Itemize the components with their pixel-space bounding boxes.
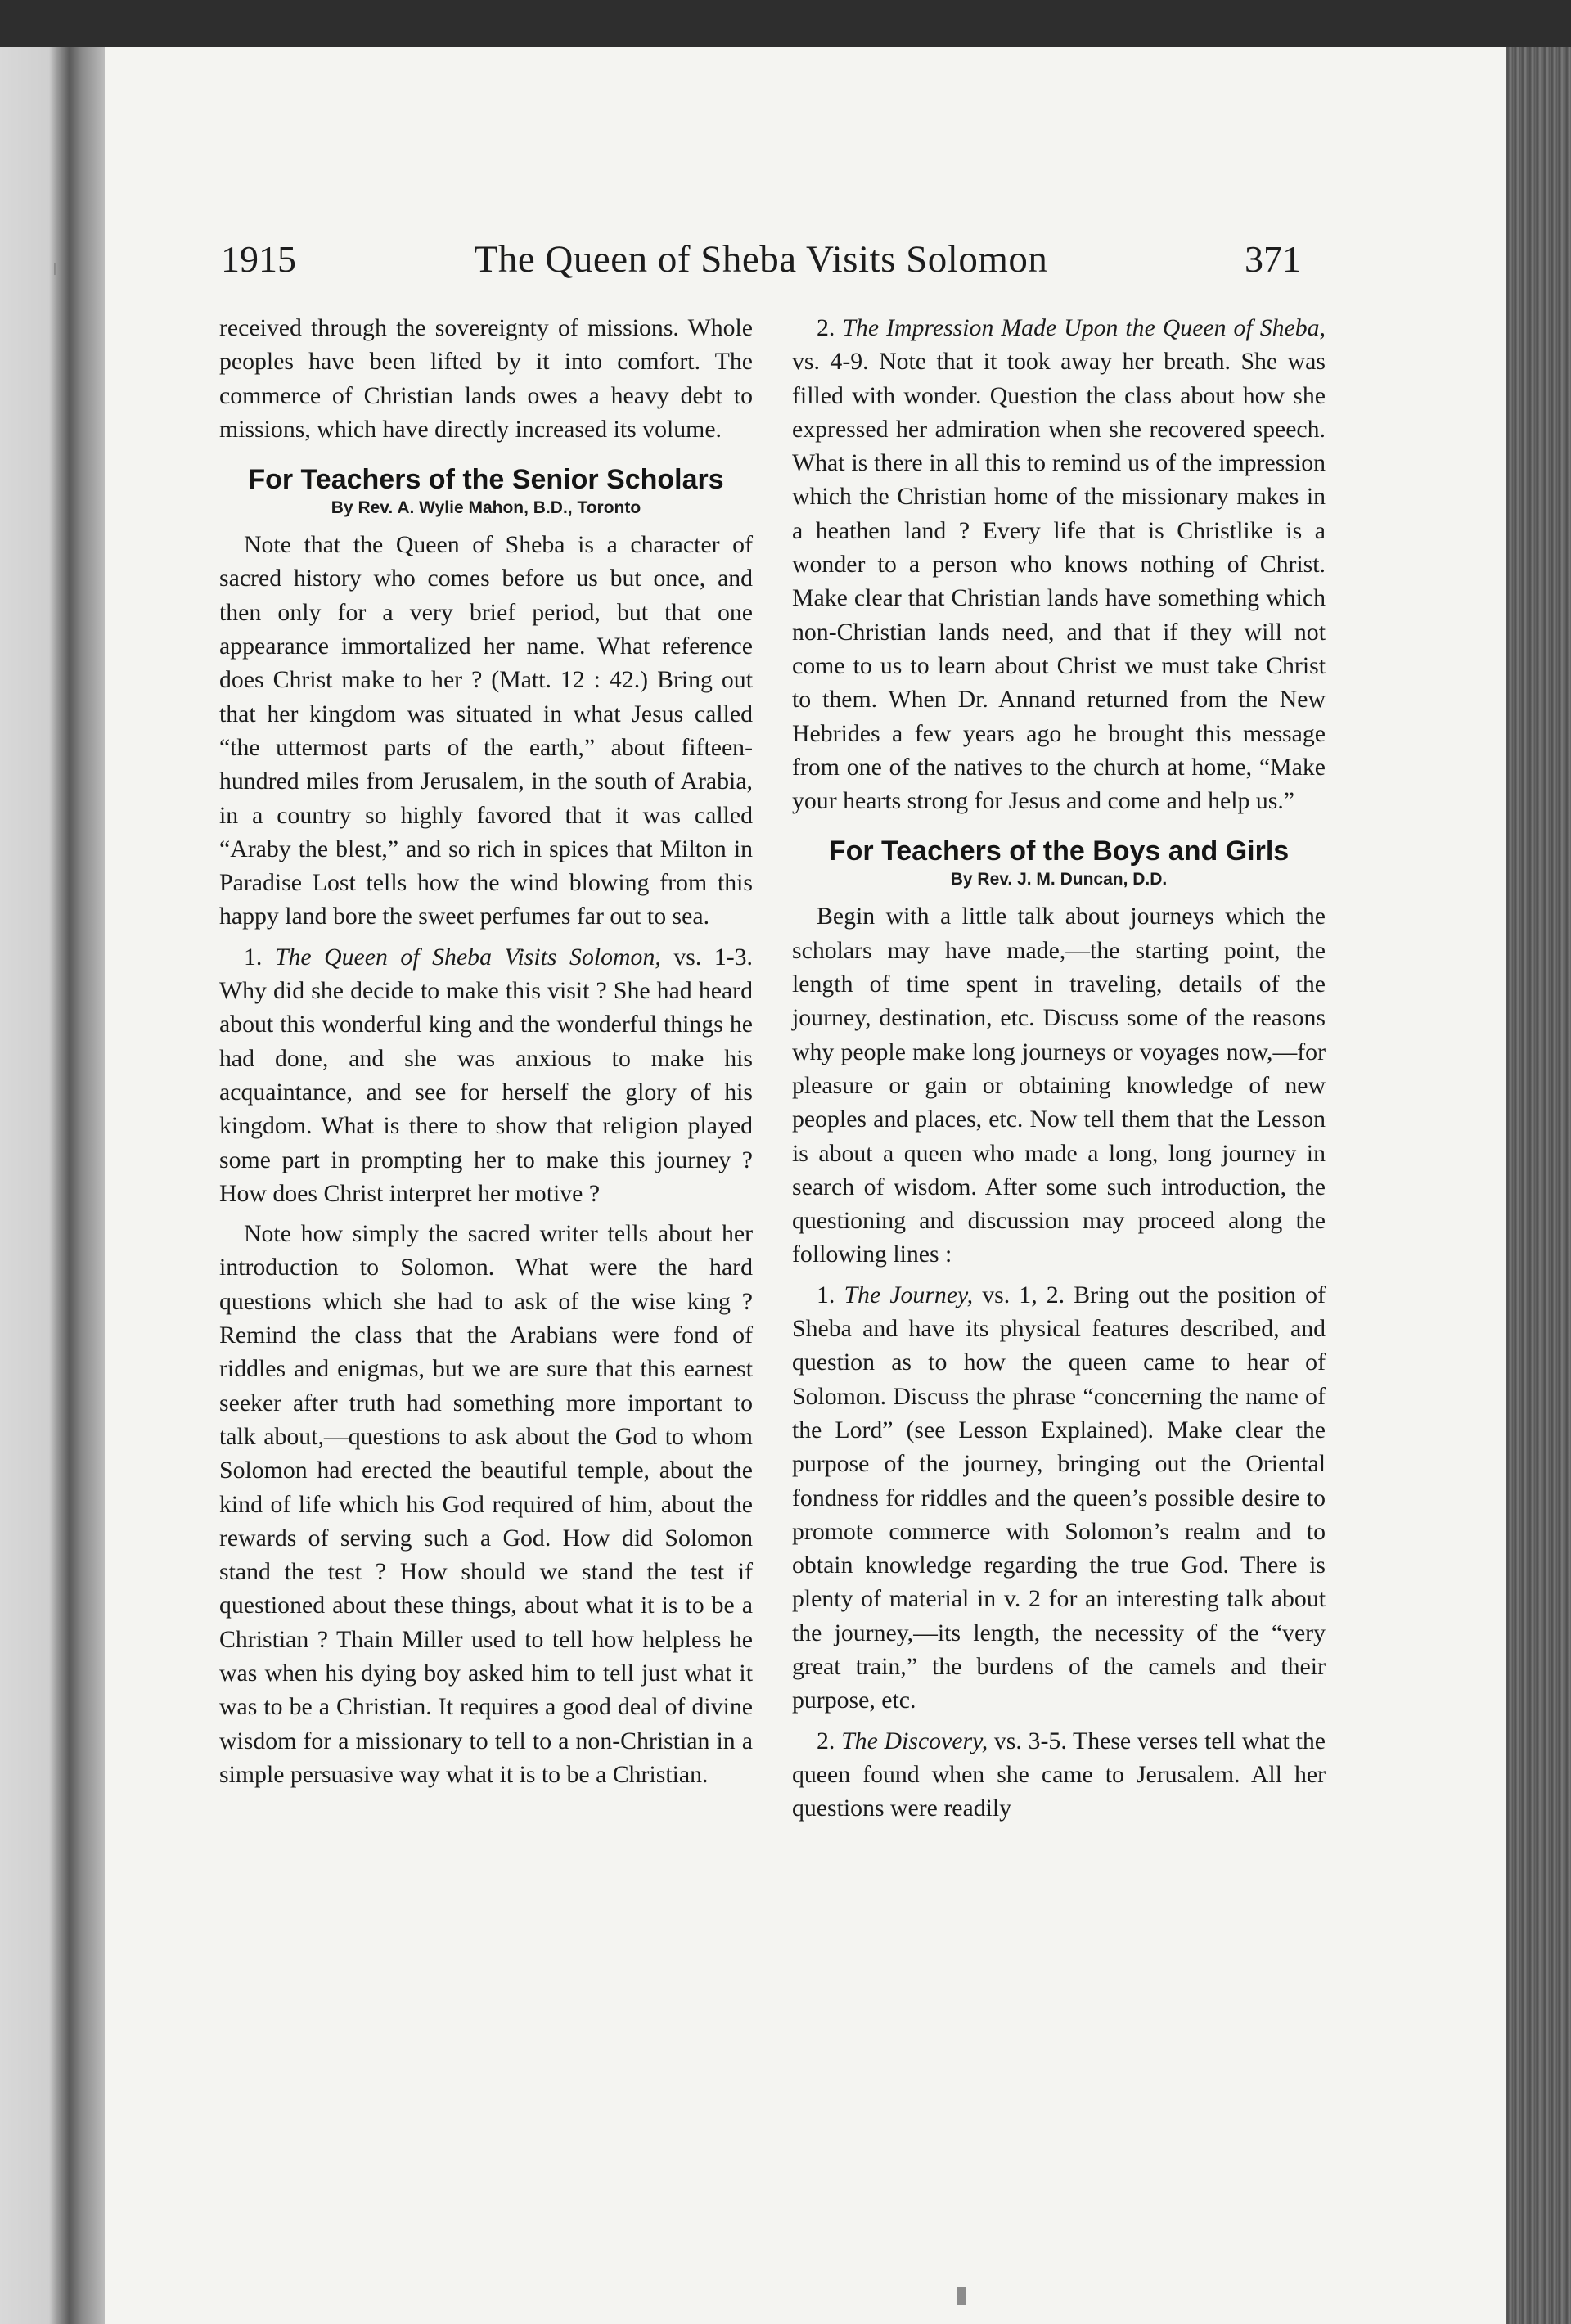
paragraph: received through the sovereignty of missions. Whole peoples have been lifted by it into comfort. The commerce of Christian lands owes a heavy debt to missions, which have directly increased its volume. [219,314,753,443]
paragraph [792,1724,1326,1826]
paragraph [792,311,1326,817]
paragraph: Note how simply the sacred writer tells about her introduction to Solomon. What were the hard questions which she had to ask of the wise king ? Remind the class that the Arabians were fond of riddles and enigmas, but we are sure that this earnest seeker after truth had something more important to talk about,—questions to ask about the God to whom Solomon had erected the beautiful temple, about the kind of life which his God required of him, about the rewards of serving such a God. How did Solomon stand the test ? How should we stand the test if questioned about these things, about what it is to be a Christian ? Thain Miller used to tell how helpless he was when his dying boy asked him to tell just what it was to be a Christian. It requires a good deal of divine wisdom for a missionary to tell to a non-Christian in a simple persuasive way what it is to be a Christian. [219,1220,753,1788]
scan-mark [957,2287,966,2305]
paragraph: Note that the Queen of Sheba is a character of sacred history who comes before us but once, and then only for a very brief period, but that one appearance immortalized her name. What reference does Christ make to her ? (Matt. 12 : 42.) Bring out that her kingdom was situated in what Jesus called “the uttermost parts of the earth,” about fifteen-hundred miles from Jerusalem, in the south of Arabia, in a country so highly favored that it was called “Araby the blest,” and so rich in spices that Milton in Paradise Lost tells how the wind blowing from this happy land bore the sweet perfumes far out to sea. [219,531,753,930]
right-column [792,311,1326,1825]
subsection-title: The Journey, [844,1281,974,1308]
facing-page-edge [0,47,105,2324]
paragraph [792,1278,1326,1718]
section-heading: For Teachers of the Boys and Girls [828,835,1290,867]
paragraph: Begin with a little talk about journeys which the scholars may have made,—the starting point, the length of time spent in traveling, details of the journey, destination, etc. Discuss some of the reasons why people make long journeys or voyages now,—for pleasure or gain or obtaining knowledge of new peoples and places, etc. Now tell them that the Lesson is about a queen who made a long, long journey in search of wisdom. After some such introduction, the questioning and discussion may proceed along the following lines : [792,903,1326,1268]
scan-background [0,0,1571,47]
paragraph-number: 1. [817,1281,844,1308]
running-title: The Queen of Sheba Visits Solomon [474,238,1048,281]
subsection-title: The Queen of Sheba Visits Solomon, [274,943,661,971]
paragraph-number: 2. [817,314,843,341]
paragraph [219,940,753,1210]
byline: By Rev. J. M. Duncan, D.D. [950,870,1168,890]
page-number: 371 [1245,238,1301,280]
year: 1915 [221,238,296,280]
paragraph-number: 1. [244,943,275,971]
section-heading: For Teachers of the Senior Scholars [248,464,724,496]
paragraph-number: 2. [817,1727,842,1754]
paragraph-text: vs. 1-3. Why did she decide to make this visit ? She had heard about this wonderful king and the wonderful things he had done, and she was anxious to make his acquaintance, and see for herself the glory of his kingdom. What is there to show that religion played some part in prompting her to make this journey ? How does Christ interpret her motive ? [219,943,754,1207]
subsection-title: The Discovery, [841,1727,988,1754]
left-column [219,311,753,1791]
scan-mark [54,263,56,275]
subsection-title: The Impression Made Upon the Queen of Sheba, [842,314,1326,341]
paragraph-text: vs. 1, 2. Bring out the position of Sheba and have its physical features described, and question as to how the queen came to hear of Solomon. Discuss the phrase “concerning the name of the Lord” (see Lesson Explained). Make clear the purpose of the journey, bringing out the Oriental fondness for riddles and the queen’s possible desire to promote commerce with Solomon’s realm and to obtain knowledge regarding the true God. There is plenty of material in v. 2 for an interesting talk about the journey,—its length, the necessity of the “very great train,” the burdens of the camels and their purpose, etc. [792,1281,1326,1714]
running-head [221,237,1301,286]
byline: By Rev. A. Wylie Mahon, B.D., Toronto [331,498,641,518]
paragraph-text: vs. 4-9. Note that it took away her breath. She was filled with wonder. Question the class about how she expressed her admiration when she recovered speech. What is there in all this to remind us of the impression which the Christian home of the missionary makes in a heathen land ? Every life that is Christlike is a wonder to a person who knows nothing of Christ. Make clear that Christian lands have something which non-Christian lands need, and that if they will not come to us to learn about Christ we must take Christ to them. When Dr. Annand returned from the New Hebrides a few years ago he brought this message from one of the natives to the church at home, “Make your hearts strong for Jesus and come and help us.” [792,348,1326,815]
paragraph-text: vs. 3-5. These verses tell what the queen found when she came to Jerusalem. All her questions were readily [792,1727,1326,1822]
book-edge [1506,47,1571,2324]
